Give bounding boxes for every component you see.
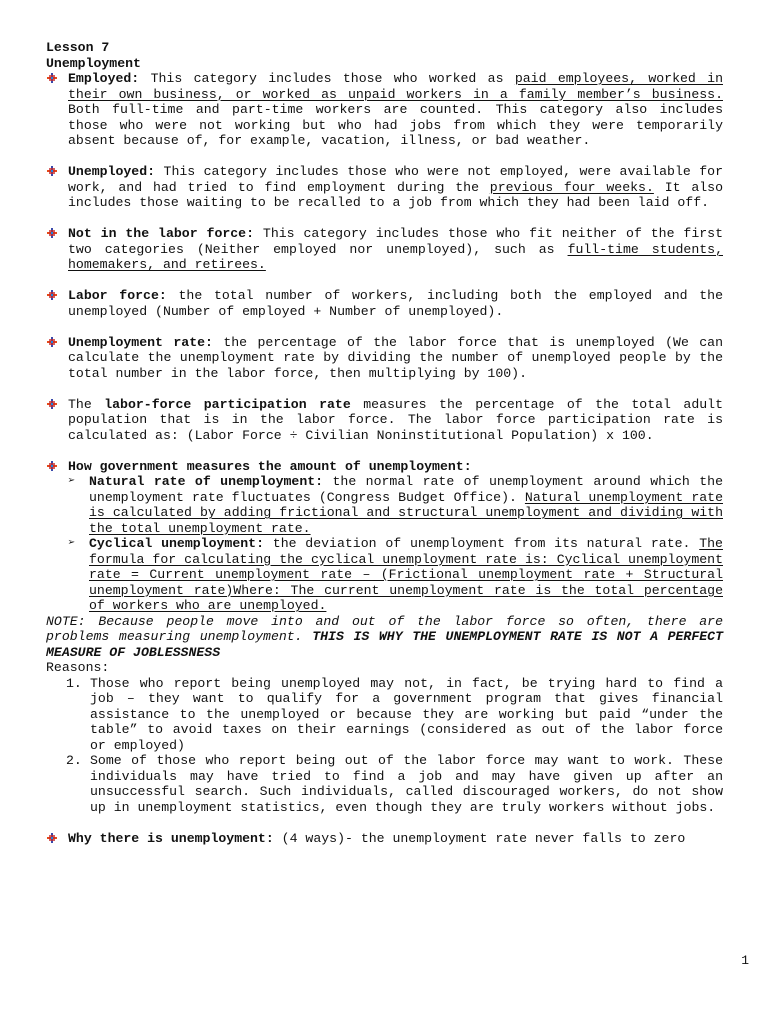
reason-number: 2. <box>66 753 82 768</box>
unemployed-text-2: It also includes those waiting to be recalled to a job from which they had been laid off. <box>68 179 723 210</box>
pin-icon <box>46 832 58 844</box>
not-in-labor-force-term: Not in the labor force: <box>68 226 255 241</box>
pin-icon <box>46 72 58 84</box>
reason-text: Those who report being unemployed may not, in fact, be trying hard to find a job – they want to qualify for a government program that gives financial assistance to the unemployed or because they are working but paid “under the table” to avoid taxes on their earnings (considered as out of the labor force or employed) <box>90 675 723 753</box>
pin-icon <box>46 165 58 177</box>
reasons-list <box>46 676 723 816</box>
not-in-labor-force-item <box>46 226 723 273</box>
cyclical-item <box>46 536 723 614</box>
unemployed-item <box>46 164 723 211</box>
measures-list <box>46 474 723 614</box>
lesson-title: Lesson 7 <box>46 40 110 55</box>
pin-icon <box>46 227 58 239</box>
natural-rate-underlined: Natural unemployment rate is calculated by adding frictional and structural unemployment and dividing with the total unemployment rate. <box>89 489 723 536</box>
labor-force-text-1: the total number of workers, including both the employed and the unemployed (Number of employed + Number of unemployed). <box>68 288 724 319</box>
participation-rate-item <box>46 397 723 444</box>
page-number: 1 <box>741 953 749 968</box>
pin-icon <box>46 460 58 472</box>
employed-term: Employed: <box>68 71 140 86</box>
unemployed-text-1: This category includes those who were not employed, were available for work, and had tried to find employment during the <box>68 164 723 195</box>
employed-text-1: This category includes those who worked as <box>139 71 515 86</box>
why-unemployment-term: Why there is unemployment: <box>68 830 274 846</box>
pin-icon <box>46 398 58 410</box>
participation-rate-term: labor-force participation rate <box>104 396 351 412</box>
not-in-labor-force-underlined: full-time students, homemakers, and retirees. <box>68 241 723 272</box>
cyclical-underlined: The formula for calculating the cyclical unemployment rate is: Cyclical unemployment rate = Current unemployment rate – (Frictional unemployment rate + Structural unemployment rate)Where: The current unemployment rate is the total percentage of workers who are unemployed. <box>89 536 723 613</box>
measures-heading-text: How government measures the amount of unemployment: <box>68 458 472 474</box>
participation-rate-prefix: The <box>68 396 105 412</box>
reason-item-1 <box>46 676 723 754</box>
measures-section <box>46 459 723 614</box>
note-strong: THIS IS WHY THE UNEMPLOYMENT RATE IS NOT A PERFECT MEASURE OF JOBLESSNESS <box>46 629 723 660</box>
unemployed-term: Unemployed: <box>68 164 156 179</box>
employed-underlined: paid employees, worked in their own business, or worked as unpaid workers in a family member’s business. <box>68 71 723 102</box>
why-unemployment-item <box>46 831 723 847</box>
measures-heading <box>46 459 723 475</box>
natural-rate-item <box>46 474 723 536</box>
document-page <box>46 40 723 846</box>
cyclical-text-1: the deviation of unemployment from its natural rate. <box>263 536 700 551</box>
reason-text: Some of those who report being out of the labor force may want to work. These individuals may have tried to find a job and may have given up after an unsuccessful search. Such individuals, called discouraged workers, do not show up in unemployment statistics, even though they are truly workers without jobs. <box>90 753 723 815</box>
arrow-right-icon: ➢ <box>68 474 76 488</box>
arrow-right-icon: ➢ <box>68 536 76 550</box>
reasons-label: Reasons: <box>46 660 110 675</box>
cyclical-term: Cyclical unemployment: <box>89 536 264 551</box>
pin-icon <box>46 336 58 348</box>
labor-force-item <box>46 288 723 319</box>
note-text <box>46 614 723 661</box>
unemployment-rate-item <box>46 335 723 382</box>
labor-force-term: Labor force: <box>68 288 167 303</box>
note-text-1: NOTE: Because people move into and out of the labor force so often, there are problems measuring unemployment. <box>46 613 723 644</box>
section-title: Unemployment <box>46 55 141 71</box>
natural-rate-term: Natural rate of unemployment: <box>89 474 324 489</box>
unemployed-underlined: previous four weeks. <box>489 179 654 195</box>
reason-item-2 <box>46 753 723 815</box>
not-in-labor-force-text-1: This category includes those who fit neither of the first two categories (Neither employed nor unemployed), such as <box>68 226 723 257</box>
unemployment-rate-term: Unemployment rate: <box>68 334 213 350</box>
why-unemployment-text-1: (4 ways)- the unemployment rate never falls to zero <box>273 830 686 846</box>
employed-text-2: Both full-time and part-time workers are counted. This category also includes those who were not working but who had jobs from which they were temporarily absent because of, for example, vacation, illness, or bad weather. <box>68 102 723 148</box>
reason-number: 1. <box>66 675 82 691</box>
unemployment-rate-text-1: the percentage of the labor force that is unemployed (We can calculate the unemployment rate by dividing the number of unemployed people by the total number in the labor force, then multiplying by 100). <box>68 334 723 381</box>
pin-icon <box>46 289 58 301</box>
natural-rate-text-1: the normal rate of unemployment around which the unemployment rate fluctuates (Congress Budget Office). <box>89 474 723 505</box>
participation-rate-text-1: measures the percentage of the total adult population that is in the labor force. The labor force participation rate is calculated as: (Labor Force ÷ Civilian Noninstitutional Population) x 100. <box>68 396 723 443</box>
employed-item <box>46 71 723 149</box>
